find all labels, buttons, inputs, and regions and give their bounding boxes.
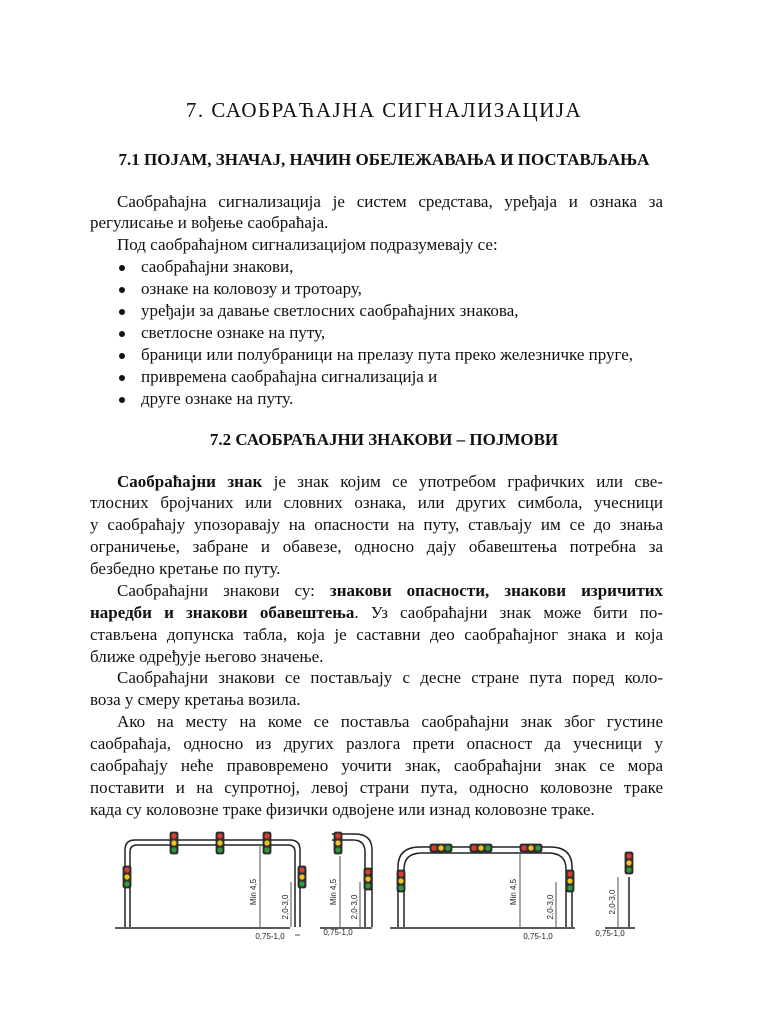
signal-lamp	[485, 845, 490, 850]
signal-lamp	[217, 833, 222, 838]
signal-lamp	[521, 845, 526, 850]
signal-lamp	[299, 874, 304, 879]
signal-lamp	[528, 845, 533, 850]
signal-lamp	[264, 840, 269, 845]
height-label: 2,0-3,0	[608, 889, 617, 915]
signal-lamp	[567, 885, 572, 890]
bold-term: Саобраћајни знак	[117, 472, 263, 491]
bullet-icon	[117, 256, 141, 277]
paragraph-line: Саобраћајни знакови су: знакови опасности, знакови изричитих	[117, 581, 663, 600]
signal-lamp	[365, 876, 370, 881]
bullet-item: браници или полубраници на прелазу пута преко железничке пруге,	[117, 344, 633, 365]
signal-lamp	[124, 881, 129, 886]
signal-lamp	[438, 845, 443, 850]
traffic-signal-installation-figure	[110, 822, 650, 944]
paragraph-line: Ако на месту на коме се поставља саобраћајни знак због густине	[117, 712, 663, 731]
signal-lamp	[567, 871, 572, 876]
paragraph-line: воза у смеру кретања возила.	[90, 690, 301, 709]
bullet-item: ознаке на коловозу и тротоару,	[117, 278, 362, 299]
paragraph-line: ближе одређује његово значење.	[90, 647, 324, 666]
signal-lamp	[365, 869, 370, 874]
bullet-icon	[117, 278, 141, 299]
width-label: 0,75-1,0	[255, 932, 285, 941]
paragraph-line: саобраћаја, односно из других разлога прети опасност да учесници у	[90, 734, 663, 753]
portal-frame	[404, 853, 566, 927]
signal-lamp	[398, 871, 403, 876]
bullet-icon	[117, 300, 141, 321]
chapter-title: 7. САОБРАЋАЈНА СИГНАЛИЗАЦИЈА	[185, 98, 583, 122]
min-height-label: Min 4,5	[329, 878, 338, 906]
bullet-icon	[117, 366, 141, 387]
signal-lamp	[171, 833, 176, 838]
signal-lamp	[626, 860, 631, 865]
signal-lamp	[365, 883, 370, 888]
width-label: 0,75-1,0	[323, 928, 353, 937]
signal-lamp	[171, 840, 176, 845]
signal-lamp	[567, 878, 572, 883]
bullet-item: саобраћајни знакови,	[117, 256, 293, 277]
signal-lamp	[398, 885, 403, 890]
bullet-item: привремена саобраћајна сигнализација и	[117, 366, 437, 387]
paragraph-line: Саобраћајни знакови се постављају с десне стране пута поред коло-	[117, 668, 663, 687]
paragraph-line: наредби и знакови обавештења. Уз саобраћајни знак може бити по-	[90, 603, 663, 622]
paragraph-line: безбедно кретање по путу.	[90, 559, 281, 578]
signal-lamp	[535, 845, 540, 850]
signal-lamp	[445, 845, 450, 850]
signal-lamp	[217, 847, 222, 852]
signal-lamp	[398, 878, 403, 883]
paragraph-line: Под саобраћајном сигнализацијом подразумевају се:	[117, 235, 498, 254]
signal-lamp	[335, 833, 340, 838]
paragraph-line: у саобраћају упозоравају на опасности на путу, стављају им се до знања	[90, 515, 663, 534]
min-height-label: Min 4,5	[249, 878, 258, 906]
bullet-icon	[117, 344, 141, 365]
signal-lamp	[264, 833, 269, 838]
bullet-item: друге ознаке на путу.	[117, 388, 293, 409]
paragraph-line: Саобраћајни знак је знак којим се употребом графичких или све-	[117, 472, 663, 491]
signal-lamp	[626, 853, 631, 858]
portal-frame	[130, 845, 295, 927]
paragraph-line: регулисање и вођење саобраћаја.	[90, 213, 329, 232]
signal-lamp	[335, 847, 340, 852]
signal-lamp	[299, 881, 304, 886]
signal-lamp	[124, 874, 129, 879]
section-heading-7-2: 7.2 САОБРАЋАЈНИ ЗНАКОВИ – ПОЈМОВИ	[209, 430, 559, 449]
signal-lamp	[171, 847, 176, 852]
height-label: 2,0-3,0	[281, 894, 290, 920]
bullet-icon	[117, 322, 141, 343]
signal-lamp	[124, 867, 129, 872]
paragraph-line: када су коловозне траке физички одвојене или изнад коловозне траке.	[90, 800, 595, 819]
paragraph-line: Саобраћајна сигнализација је систем средстава, уређаја и ознака за	[117, 192, 663, 211]
min-height-label: Min 4,5	[509, 878, 518, 906]
bullet-icon	[117, 388, 141, 409]
paragraph-line: тлосних бројчаних или словних ознака, или других симбола, учесници	[90, 493, 663, 512]
height-label: 2,0-3,0	[350, 894, 359, 920]
bullet-item: уређаји за давање светлосних саобраћајних знакова,	[117, 300, 519, 321]
paragraph-line: поставити и на супротној, левој страни пута, односно коловозне траке	[90, 778, 663, 797]
signal-lamp	[264, 847, 269, 852]
signal-lamp	[471, 845, 476, 850]
signal-lamp	[217, 840, 222, 845]
paragraph-line: ограничење, забране и обавезе, односно дају обавештења потребна за	[90, 537, 663, 556]
signal-lamp	[299, 867, 304, 872]
signal-lamp	[478, 845, 483, 850]
signal-lamp	[431, 845, 436, 850]
section-heading-7-1: 7.1 ПОЈАМ, ЗНАЧАЈ, НАЧИН ОБЕЛЕЖАВАЊА И ПОСТАВЉАЊА	[118, 150, 650, 169]
bullet-item: светлосне ознаке на путу,	[117, 322, 325, 343]
portal-frame	[125, 840, 300, 927]
height-label: 2,0-3,0	[546, 894, 555, 920]
paragraph-line: стављена допунска табла, која је саставни део саобраћајног знака и која	[90, 625, 663, 644]
signal-lamp	[335, 840, 340, 845]
width-label: 0,75-1,0	[595, 929, 625, 938]
paragraph-line: саобраћају неће правовремено уочити знак, саобраћајни знак се мора	[90, 756, 663, 775]
signal-lamp	[626, 867, 631, 872]
width-label: 0,75-1,0	[523, 932, 553, 941]
